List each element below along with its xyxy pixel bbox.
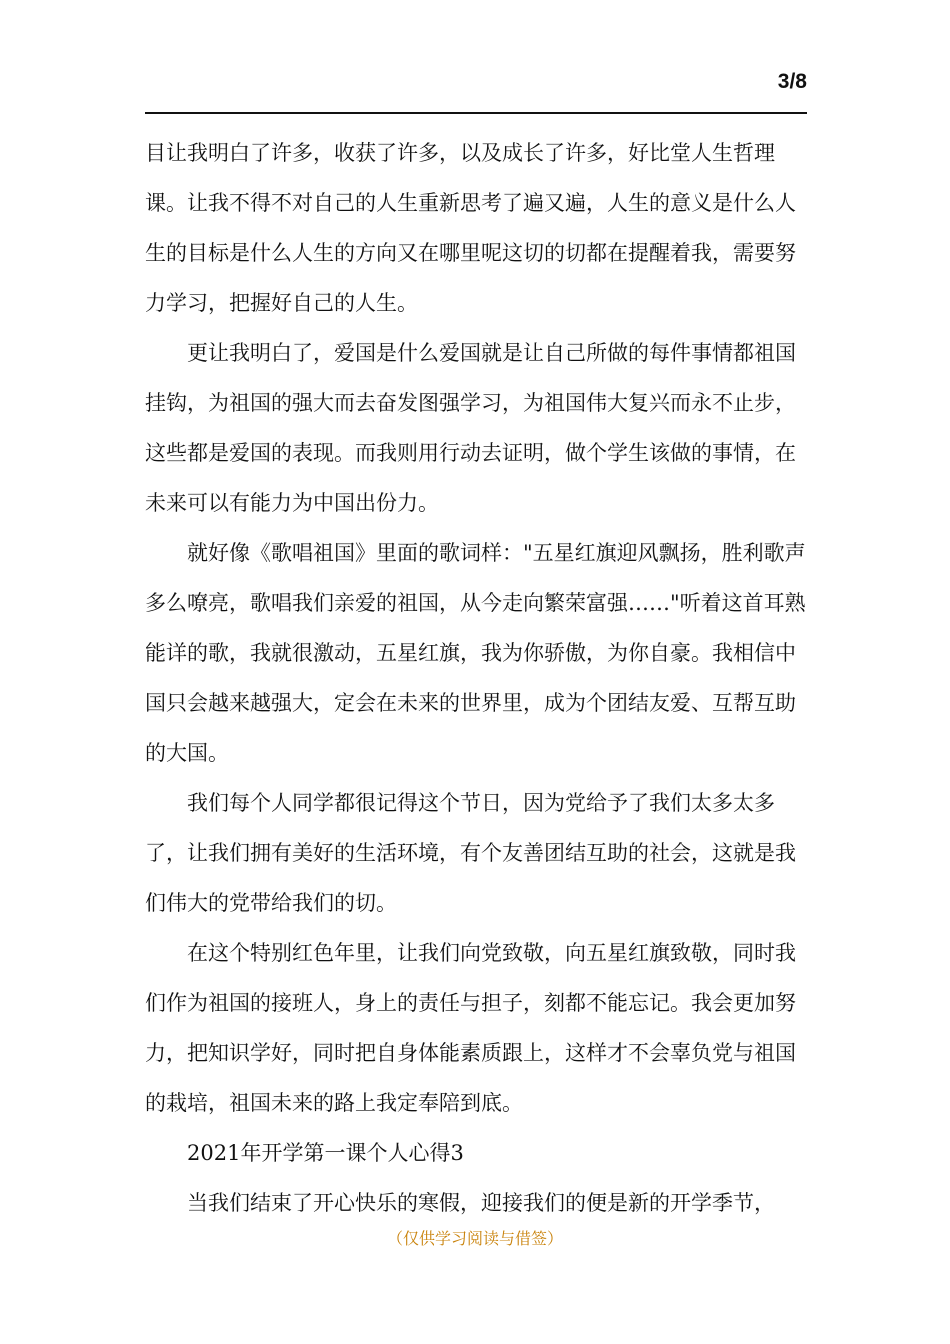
document-body (145, 128, 807, 1228)
header-rule (145, 112, 807, 114)
paragraph: 在这个特别红色年里，让我们向党致敬，向五星红旗致敬，同时我们作为祖国的接班人，身上的责任与担子，刻都不能忘记。我会更加努力，把知识学好，同时把自身体能素质跟上，这样才不会辜负党与祖国的栽培，祖国未来的路上我定奉陪到底。 (145, 941, 796, 1115)
paragraph: 我们每个人同学都很记得这个节日，因为党给予了我们太多太多了，让我们拥有美好的生活环境，有个友善团结互助的社会，这就是我们伟大的党带给我们的切。 (145, 791, 796, 915)
section-heading: 2021年开学第一课个人心得3 (187, 1141, 464, 1165)
paragraph: 当我们结束了开心快乐的寒假，迎接我们的便是新的开学季节， (187, 1191, 775, 1215)
page-number: 3/8 (777, 70, 807, 93)
footer-note: （仅供学习阅读与借签） (386, 1229, 563, 1248)
paragraph: 更让我明白了，爱国是什么爱国就是让自己所做的每件事情都祖国挂钩，为祖国的强大而去奋发图强学习，为祖国伟大复兴而永不止步，这些都是爱国的表现。而我则用行动去证明，做个学生该做的事情，在未来可以有能力为中国出份力。 (145, 341, 796, 515)
paragraph-continued: 目让我明白了许多，收获了许多，以及成长了许多，好比堂人生哲理课。让我不得不对自己的人生重新思考了遍又遍，人生的意义是什么人生的目标是什么人生的方向又在哪里呢这切的切都在提醒着我，需要努力学习，把握好自己的人生。 (145, 141, 796, 315)
paragraph: 就好像《歌唱祖国》里面的歌词样："五星红旗迎风飘扬，胜利歌声多么嘹亮，歌唱我们亲爱的祖国，从今走向繁荣富强……"听着这首耳熟能详的歌，我就很激动，五星红旗，我为你骄傲，为你自豪。我相信中国只会越来越强大，定会在未来的世界里，成为个团结友爱、互帮互助的大国。 (145, 541, 806, 765)
